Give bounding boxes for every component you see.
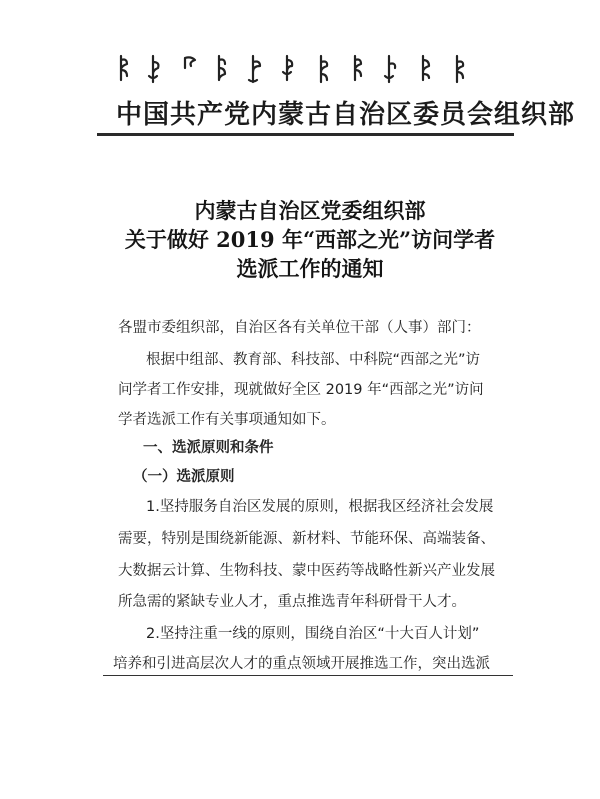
intro-line-1: 根据中组部、教育部、科技部、中科院“西部之光”访 bbox=[146, 352, 481, 368]
footer-divider bbox=[103, 675, 513, 676]
intro-line-3: 学者选派工作有关事项通知如下。 bbox=[118, 412, 336, 428]
subsection-heading-1: （一）选派原则 bbox=[133, 469, 235, 485]
paragraph-1-line-1: 1.坚持服务自治区发展的原则，根据我区经济社会发展 bbox=[146, 499, 494, 515]
header-divider bbox=[97, 133, 514, 136]
salutation: 各盟市委组织部，自治区各有关单位干部（人事）部门： bbox=[118, 320, 481, 336]
paragraph-2-line-2: 培养和引进高层次人才的重点领域开展推选工作，突出选派 bbox=[113, 656, 490, 672]
title-line-2: 关于做好 2019 年“西部之光”访问学者 bbox=[124, 227, 496, 252]
mongolian-script-header bbox=[115, 52, 495, 86]
issuing-organization: 中国共产党内蒙古自治区委员会组织部 bbox=[116, 100, 576, 130]
title-line-3: 选派工作的通知 bbox=[236, 256, 384, 281]
paragraph-1-line-3: 大数据云计算、生物科技、蒙中医药等战略性新兴产业发展 bbox=[118, 563, 495, 579]
section-heading-1: 一、选派原则和条件 bbox=[143, 440, 274, 456]
document-title bbox=[100, 196, 520, 283]
paragraph-1-line-2: 需要，特别是围绕新能源、新材料、节能环保、高端装备、 bbox=[118, 531, 495, 547]
title-line-1: 内蒙古自治区党委组织部 bbox=[194, 198, 426, 223]
paragraph-1-line-4: 所急需的紧缺专业人才，重点推选青年科研骨干人才。 bbox=[118, 594, 466, 610]
intro-line-2: 问学者工作安排，现就做好全区 2019 年“西部之光”访问 bbox=[118, 382, 484, 398]
paragraph-2-line-1: 2.坚持注重一线的原则，围绕自治区“十大百人计划” bbox=[146, 626, 480, 642]
